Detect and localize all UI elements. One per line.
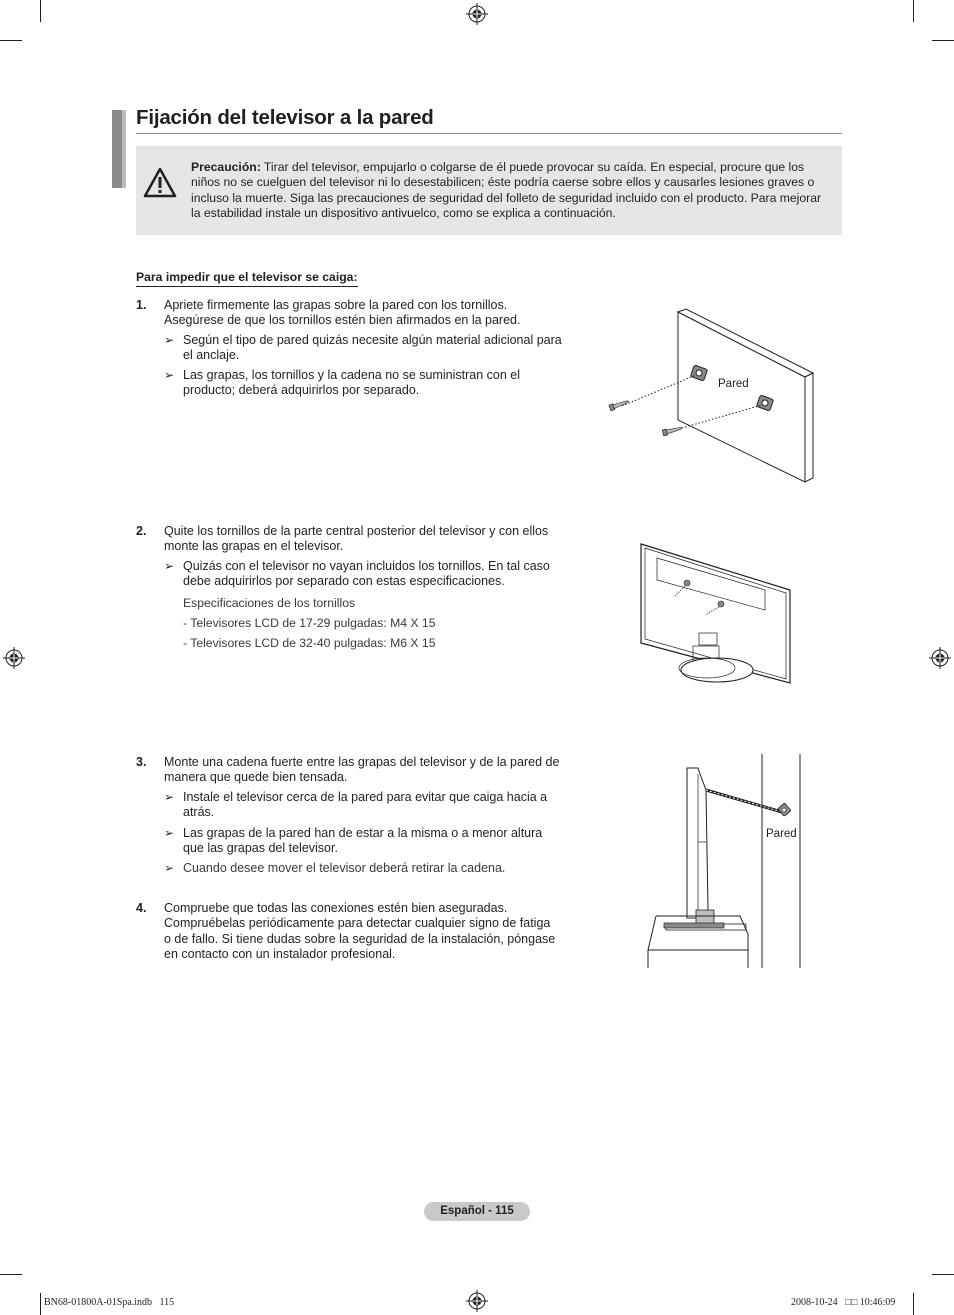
step-line: en contacto con un instalador profesional. <box>164 947 396 962</box>
page-title: Fijación del televisor a la pared <box>136 106 434 129</box>
arrow-bullet-icon: ➢ <box>164 333 175 347</box>
note-line: Las grapas de la pared han de estar a la misma o a menor altura <box>183 826 543 840</box>
note-line: producto; deberá adquirirlos por separado. <box>183 383 420 398</box>
tv-chain-wall-illustration <box>640 750 810 970</box>
page-number-badge: Español - 115 <box>424 1202 530 1221</box>
arrow-bullet-icon: ➢ <box>164 826 175 840</box>
step-line: Apriete firmemente las grapas sobre la pared con los tornillos. <box>164 298 508 312</box>
step-line: monte las grapas en el televisor. <box>164 539 344 554</box>
spec-title: Especificaciones de los tornillos <box>183 596 356 610</box>
step-line: Monte una cadena fuerte entre las grapas del televisor y de la pared de <box>164 755 560 769</box>
title-underline <box>136 133 842 134</box>
crop-mark <box>913 0 914 22</box>
arrow-bullet-icon: ➢ <box>164 790 175 804</box>
arrow-bullet-icon: ➢ <box>164 861 175 875</box>
screw-icon <box>609 398 630 410</box>
wall-clamp-icon <box>778 803 791 816</box>
wall-label: Pared <box>766 828 797 840</box>
note-line: Cuando desee mover el televisor deberá retirar la cadena. <box>183 861 506 875</box>
crop-mark <box>932 40 954 41</box>
note-item <box>164 861 506 876</box>
note-item <box>164 368 520 399</box>
note-line: Quizás con el televisor no vayan incluidos los tornillos. En tal caso <box>183 559 550 573</box>
crop-mark <box>40 1293 41 1315</box>
caution-box <box>136 146 842 235</box>
note-line: atrás. <box>183 805 215 820</box>
caution-label: Precaución: <box>191 160 261 174</box>
registration-mark-icon <box>929 647 951 669</box>
registration-mark-icon <box>3 647 25 669</box>
spec-item: - Televisores LCD de 32-40 pulgadas: M6 X 15 <box>183 636 436 650</box>
wall-label: Pared <box>718 378 749 390</box>
note-line: Instale el televisor cerca de la pared para evitar que caiga hacia a <box>183 790 548 804</box>
note-line: debe adquirirlos por separado con estas especificaciones. <box>183 574 505 589</box>
note-line: Según el tipo de pared quizás necesite algún material adicional para <box>183 333 562 347</box>
note-item <box>164 559 550 590</box>
step-text <box>164 524 584 555</box>
note-item <box>164 333 562 364</box>
title-accent-bar <box>122 110 126 188</box>
tv-back-illustration <box>635 538 795 698</box>
note-line: el anclaje. <box>183 348 240 363</box>
note-item <box>164 790 548 821</box>
warning-triangle-icon <box>142 166 178 200</box>
crop-mark <box>913 1293 914 1315</box>
crop-mark <box>932 1274 954 1275</box>
crop-mark <box>40 0 41 22</box>
arrow-bullet-icon: ➢ <box>164 368 175 382</box>
registration-mark-icon <box>466 1290 488 1312</box>
step-number: 3. <box>136 755 147 769</box>
step-text <box>164 755 584 786</box>
note-line: Las grapas, los tornillos y la cadena no se suministran con el <box>183 368 520 382</box>
crop-mark <box>0 1274 22 1275</box>
step-line: Compruebe que todas las conexiones estén bien aseguradas. <box>164 901 508 915</box>
step-line: Compruébelas periódicamente para detectar cualquier signo de fatiga <box>164 916 551 931</box>
footer-file-info: BN68-01800A-01Spa.indb 115 <box>44 1297 175 1308</box>
caution-text <box>191 160 831 221</box>
step-line: Quite los tornillos de la parte central posterior del televisor y con ellos <box>164 524 549 538</box>
arrow-bullet-icon: ➢ <box>164 559 175 573</box>
section-subheading: Para impedir que el televisor se caiga: <box>136 270 358 287</box>
wall-clamps-illustration <box>600 305 815 490</box>
step-text <box>164 901 584 963</box>
screw-icon <box>662 425 683 436</box>
step-number: 1. <box>136 298 147 312</box>
registration-mark-icon <box>466 3 488 25</box>
spec-item: - Televisores LCD de 17-29 pulgadas: M4 X 15 <box>183 616 436 630</box>
step-line: manera que quede bien tensada. <box>164 770 348 785</box>
note-item <box>164 826 543 857</box>
note-line: que las grapas del televisor. <box>183 841 338 856</box>
crop-mark <box>0 40 22 41</box>
step-text <box>164 298 584 329</box>
step-number: 2. <box>136 524 147 538</box>
caution-body: Tirar del televisor, empujarlo o colgarse de él puede provocar su caída. En especial, procure que los niños no se cuelguen del televisor ni lo desestabilicen; éste podría caerse sobre ellos y causarles lesiones graves o incluso la muerte. Siga las precauciones de seguridad del folleto de seguridad incluido con el producto. Para mejorar la estabilidad instale un dispositivo antivuelco, como se explica a continuación. <box>191 160 822 220</box>
step-line: Asegúrese de que los tornillos estén bien afirmados en la pared. <box>164 313 521 328</box>
footer-timestamp: 2008-10-24 □□ 10:46:09 <box>791 1297 896 1308</box>
step-line: o de fallo. Si tiene dudas sobre la seguridad de la instalación, póngase <box>164 931 556 946</box>
step-number: 4. <box>136 901 147 915</box>
